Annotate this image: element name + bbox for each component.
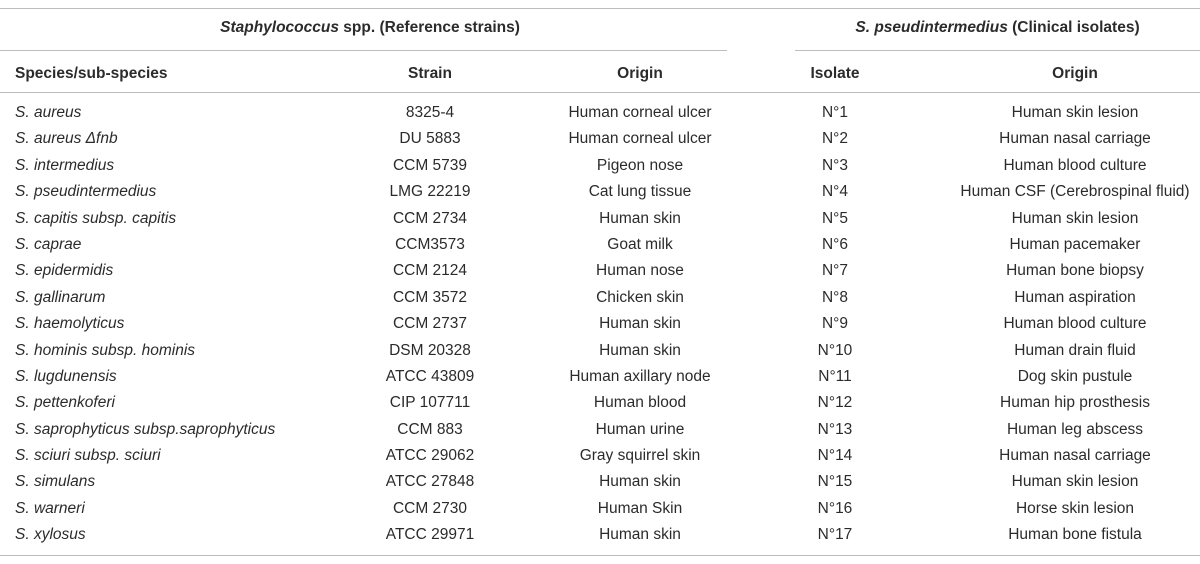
clinical-origin-cell: Human CSF (Cerebrospinal fluid)	[960, 183, 1190, 201]
isolate-cell: N°16	[817, 499, 853, 517]
isolate-cell: N°2	[821, 130, 848, 148]
strain-cell: DSM 20328	[389, 341, 471, 359]
species-cell: S. pettenkoferi	[15, 394, 115, 412]
strain-cell: CCM 3572	[392, 288, 468, 306]
isolate-cell: N°10	[817, 341, 853, 359]
strain-cell: CIP 107711	[389, 394, 471, 412]
table-row	[0, 364, 1200, 390]
isolate-cell: N°3	[821, 156, 848, 174]
isolate-cell: N°14	[817, 447, 853, 465]
top-rule	[0, 8, 1200, 9]
species-cell: S. sciuri subsp. sciuri	[15, 447, 161, 465]
clinical-origin-cell: Human skin lesion	[1011, 104, 1139, 121]
species-cell: S. haemolyticus	[15, 315, 125, 333]
strain-cell: CCM 883	[397, 420, 463, 438]
clinical-group-rest: (Clinical isolates)	[1007, 19, 1140, 36]
clinical-origin-cell: Human blood culture	[1003, 156, 1147, 174]
table-row	[0, 338, 1200, 364]
clinical-origin-cell: Human hip prosthesis	[1000, 394, 1150, 412]
reference-group-italic: Staphylococcus	[220, 19, 339, 36]
table-row	[0, 469, 1200, 495]
clinical-origin-cell: Human bone fistula	[1008, 526, 1142, 544]
species-cell: S. hominis subsp. hominis	[15, 341, 196, 359]
table-row	[0, 153, 1200, 179]
table-row	[0, 417, 1200, 443]
table-row	[0, 311, 1200, 337]
species-cell: S. lugdunensis	[15, 367, 117, 385]
species-column-header: Species/sub-species	[15, 65, 168, 82]
reference-group-rule	[0, 50, 727, 51]
table-row	[0, 100, 1200, 126]
isolate-cell: N°7	[821, 262, 848, 280]
origin-cell: Human corneal ulcer	[568, 130, 712, 148]
table-row	[0, 496, 1200, 522]
clinical-origin-cell: Human skin lesion	[1011, 473, 1139, 491]
table-row	[0, 390, 1200, 416]
origin-cell: Human skin	[599, 209, 681, 227]
origin-cell: Human urine	[595, 420, 685, 438]
origin-cell: Human nose	[596, 262, 684, 280]
species-cell: S. pseudintermedius	[15, 183, 157, 201]
clinical-origin-cell: Horse skin lesion	[1015, 499, 1135, 517]
table-row	[0, 522, 1200, 548]
strain-cell: CCM 5739	[392, 156, 468, 174]
species-cell: S. saprophyticus subsp.saprophyticus	[15, 420, 276, 438]
origin-cell: Human skin	[599, 341, 681, 359]
strain-cell: ATCC 43809	[385, 367, 475, 385]
table-row	[0, 232, 1200, 258]
table-row	[0, 206, 1200, 232]
origin-cell: Pigeon nose	[596, 156, 684, 174]
origin-cell: Cat lung tissue	[588, 183, 692, 201]
clinical-origin-cell: Human blood culture	[1003, 315, 1147, 333]
clinical-origin-cell: Human bone biopsy	[1006, 262, 1144, 280]
clinical-origin-cell: Human aspiration	[1014, 288, 1136, 306]
strain-cell: CCM 2737	[392, 315, 468, 333]
species-cell: S. epidermidis	[15, 262, 114, 280]
clinical-origin-cell: Human nasal carriage	[999, 130, 1151, 148]
species-cell: S. simulans	[15, 473, 96, 491]
isolate-cell: N°17	[817, 526, 853, 544]
isolate-cell: N°11	[818, 367, 852, 385]
clinical-origin-cell: Human pacemaker	[1009, 235, 1141, 253]
origin-cell: Human blood	[593, 394, 687, 412]
isolate-cell: N°6	[821, 235, 848, 253]
species-cell: S. intermedius	[15, 156, 115, 174]
isolate-cell: N°5	[821, 209, 848, 227]
origin-cell: Human Skin	[597, 499, 683, 517]
species-cell: S. xylosus	[15, 526, 86, 544]
species-cell: S. caprae	[15, 235, 82, 253]
strain-cell: CCM 2734	[392, 209, 468, 227]
table-row	[0, 258, 1200, 284]
strain-column-header: Strain	[408, 65, 452, 82]
clinical-origin-cell: Human leg abscess	[1006, 420, 1144, 438]
table-row	[0, 126, 1200, 152]
header-rule	[0, 92, 1200, 93]
origin-column-header: Origin	[617, 65, 663, 82]
isolate-cell: N°4	[821, 183, 848, 201]
isolate-cell: N°12	[817, 394, 853, 412]
strain-cell: ATCC 29971	[385, 526, 475, 544]
species-cell: S. gallinarum	[15, 288, 106, 306]
clinical-origin-cell: Human drain fluid	[1014, 341, 1136, 359]
isolate-cell: N°9	[821, 315, 848, 333]
clinical-origin-cell: Human skin lesion	[1011, 209, 1139, 227]
species-cell: S. aureus Δfnb	[15, 130, 118, 148]
isolate-cell: N°15	[817, 473, 853, 491]
strain-cell: ATCC 29062	[385, 447, 475, 465]
table-body	[0, 100, 1200, 549]
clinical-group-heading	[795, 18, 1200, 38]
table-row	[0, 179, 1200, 205]
isolate-column-header: Isolate	[810, 65, 860, 82]
origin-cell: Chicken skin	[596, 288, 684, 306]
species-cell: S. aureus	[15, 104, 82, 121]
reference-group-heading	[0, 18, 740, 38]
clinical-group-italic: S. pseudintermedius	[855, 19, 1008, 36]
clinical-origin-column-header: Origin	[1052, 65, 1098, 82]
origin-cell: Goat milk	[607, 235, 673, 253]
origin-cell: Human skin	[599, 315, 681, 333]
clinical-origin-cell: Dog skin pustule	[1017, 367, 1133, 385]
bottom-rule	[0, 555, 1200, 556]
strain-cell: CCM 2730	[392, 499, 468, 517]
clinical-group-rule	[795, 50, 1200, 51]
table-row	[0, 443, 1200, 469]
strain-cell: LMG 22219	[389, 183, 471, 201]
strain-cell: ATCC 27848	[385, 473, 475, 491]
origin-cell: Human skin	[599, 526, 681, 544]
isolate-cell: N°8	[821, 288, 848, 306]
table-row	[0, 285, 1200, 311]
isolate-cell: N°13	[817, 420, 853, 438]
species-cell: S. capitis subsp. capitis	[15, 209, 177, 227]
species-cell: S. warneri	[15, 499, 85, 517]
reference-group-rest: spp. (Reference strains)	[338, 19, 520, 36]
strain-cell: DU 5883	[399, 130, 461, 148]
isolate-cell: N°1	[821, 104, 848, 121]
origin-cell: Gray squirrel skin	[579, 447, 701, 465]
origin-cell: Human skin	[599, 473, 681, 491]
clinical-origin-cell: Human nasal carriage	[999, 447, 1151, 465]
strain-cell: 8325-4	[405, 104, 455, 121]
strain-cell: CCM 2124	[392, 262, 468, 280]
origin-cell: Human axillary node	[569, 367, 711, 385]
strain-cell: CCM3573	[395, 235, 465, 253]
origin-cell: Human corneal ulcer	[568, 104, 712, 121]
